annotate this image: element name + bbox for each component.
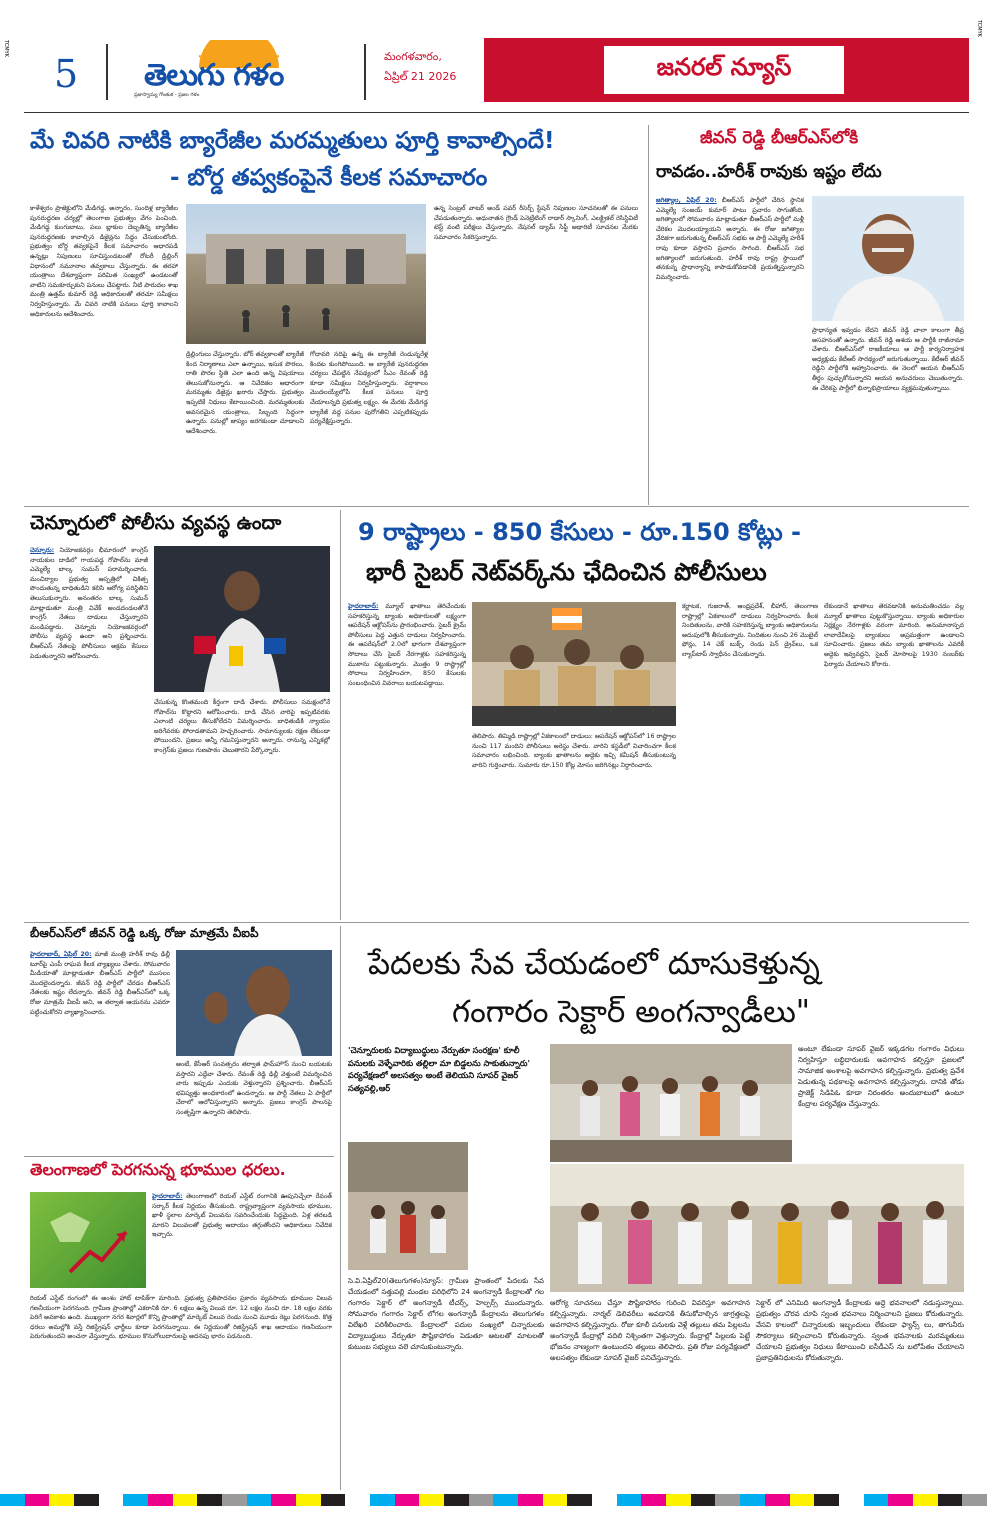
cmyk-swatch [592,1494,617,1506]
story4-dateline: హైదరాబాద్: [348,603,379,610]
story3-column-1-text: నియోజకవర్గం భీమారంలో కాంగ్రెస్ నాయకుల దాడిలో గాయపడ్డ గోపాల్‌ను మాజీ ఎమ్మెల్యే బాల్క సుమన్ పరామర్శించారు. మంచిర్యాల ప్రభుత్వ ఆస్పత్రిలో చికిత్స పొందుతున్న బాధితుడిని కలిసి ఆరోగ్య పరిస్థితిని తెలుసుకున్నారు. అనంతరం బాల్క సుమన్ మాట్లాడుతూ మంత్రి వివేక్ అండదండలతోనే కాంగ్రెస్ నేతలు దాడులు చేస్తున్నారని మండిపడ్డారు. చెన్నూరు నియోజకవర్గంలో పోలీసు వ్యవస్థ ఉందా అని ప్రశ్నించారు. బీఆర్ఎస్ నేతలపై పోలీసులు అక్రమ కేసులు పెడుతున్నారని ఆరోపించారు. [30,547,148,660]
cmyk-label-left: TCMYK [3,40,9,57]
anganwadi-children-image [348,1142,468,1270]
land-price-graphic [30,1192,146,1288]
cmyk-swatch [641,1494,666,1506]
cmyk-swatch [49,1494,74,1506]
story4-column-2: తెలిపారు. తిమ్మిడి రాష్ట్రాల్లో ఏకకాలంలో దాడులు: ఆపరేషన్ ఆక్టోపస్‌లో 16 రాష్ట్రాల నుంచి 117 మందిని పోలీసులు అరెస్టు చేశారు. వారిని కస్టడీలో విచారించగా కీలక సమాచారం లభించింది. బ్యాంకు ఖాతాలను అద్దెకు ఇచ్చి కమీషన్ తీసుకుంటున్న వారిని గుర్తించారు. సుమారు రూ.150 కోట్ల మోసం జరిగినట్లు నిర్ధారించారు. [472,733,676,769]
story7-column-right-2: సెక్టార్ లో ఎనిమిది అంగన్వాడీ కేంద్రాలకు అద్దె భవనాలలో నడుస్తున్నాయి. ప్రభుత్వం చొరవ చూపి స్వంత భవనాలు నిర్మించాలని ప్రజలు కోరుతున్నారు. వేసవి కాలంలో చిన్నారులకు ఇబ్బందులు లేకుండా ఫ్యాన్స్ లు, తాగునీరు సౌకర్యాలు కల్పించాలని కోరుతున్నారు. స్వంత భవనాలకు మరమ్మతులు చేయాలని ప్రభుత్వం నిధులు కేటాయించి ఐసీడీఎస్ ను బలోపేతం చేయాలని ప్రజాప్రతినిధులను కోరుతున్నారు. [756,1299,964,1362]
cmyk-swatch [321,1494,346,1506]
story7-headline-line1: పేదలకు సేవ చేయడంలో దూసుకెళ్తున్న [368,946,820,982]
story1-column-1: కాళేశ్వరం ప్రాజెక్టులోని మేడిగడ్డ, అన్నారం, సుందిళ్ల బ్యారేజీల పునరుద్ధరణ చర్యల్లో తెలంగాణ ప్రభుత్వం వేగం పెంచింది. మేడిగడ్డ కుంగుబాటు, పలు బ్లాకుల దెబ్బతిన్న బ్యారేజీల పునరుద్ధరణకు కావాల్సిన డిజైన్లను సిద్ధం చేసుకుంటోంది. ప్రభుత్వం బోర్డ తవ్వకపైనే కీలక సమాచారం ఆధారపడి ఉన్నట్లు నిపుణులు సూచిస్తుండటంతో రోటరీ డ్రిల్లింగ్ విధానంలో నమూనాల తవ్వకాలు చేస్తున్నారు. ఈ తరహా యంత్రాలు దేశవ్యాప్తంగా పరిమిత సంఖ్యలో ఉండటంతో వాటిని సమకూర్చుకుని పనులు చేపట్టారు. నీటి పారుదల శాఖ మంత్రి ఉత్తమ్ కుమార్ రెడ్డి అధికారులతో తరచూ సమీక్షలు నిర్వహిస్తున్నారు. మే చివరి నాటికి పనులు పూర్తి కావాలని అధికారులను ఆదేశించారు. [30,205,178,318]
story7-column-left: సె.వి.ఏప్రిల్20(తెలుగుగళం)న్యూస్: గ్రామీణ ప్రాంతంలో పేదలకు సేవ చేయడంలో సత్తుపల్లి మండల పరిధిలోని 24 అంగన్వాడీ కేంద్రాలతో గల గంగారం సెక్టార్ లో అంగన్వాడీ టీచర్స్, హెల్పర్స్ ముందున్నారు. సోమవారం గంగారం సెక్టార్ లోగల అంగన్వాడీ కేంద్రాలను తెలుగుగళం విలేఖరి పరిశీలించారు. కేంద్రాలలో పదుల సంఖ్యలో చిన్నారులకు విద్యాబుద్ధులు నేర్పుతూ పౌష్టికాహారం పెడుతూ ఆటలతో మాటలతో కుటుంబ సభ్యులు వలె చూసుకుంటున్నారు. [348,1277,544,1351]
cmyk-swatch [617,1494,642,1506]
cmyk-swatch [469,1494,494,1506]
issue-date: ఏప్రిల్ 21 2026 [384,70,457,83]
cmyk-swatch [938,1494,963,1506]
logo-text: తెలుగు గళం [144,58,284,93]
cmyk-swatch [247,1494,272,1506]
story2-column-1 [656,196,804,496]
story1-headline-line1: మే చివరి నాటికి బ్యారేజీల మరమ్మతులు పూర్తి కావాల్సిందే! [30,128,555,154]
story4-police-photo [472,602,676,726]
cmyk-swatch [74,1494,99,1506]
barrage-gates-image [186,204,426,344]
cmyk-swatch [518,1494,543,1506]
story6-headline: తెలంగాణలో పెరగనున్న భూముల ధరలు. [30,1160,286,1179]
cmyk-swatch [123,1494,148,1506]
story4-column-1-text: మ్యూల్ ఖాతాలు తెరిచేందుకు సహకరిస్తున్న బ్యాంకు అధికారులతో లక్ష్యంగా ఆపరేషన్ ఆక్టోపస్‌ను ప్రారంభించారు. సైబర్ క్రైమ్ పోలీసులు పెద్ద ఎత్తున దాడులు నిర్వహించారు. ఈ ఆపరేషన్‌లో 2.0లో భాగంగా దేశవ్యాప్తంగా సోదాలు చేసి సైబర్ నేరగాళ్లకు సహకరిస్తున్న ముఠాను పట్టుకున్నారు. మొత్తం 9 రాష్ట్రాల్లో సోదాలు నిర్వహించగా, 850 కేసులకు సంబంధించిన వివరాలు బయటపడ్డాయి. [348,603,466,687]
newspaper-logo [134,40,344,102]
story-divider-1 [24,506,969,507]
registration-mark-right [975,20,985,90]
story3-press-photo [154,546,330,692]
story5-column-2: అంటే, కేసీఆర్ సంవత్సరం తర్వాత ఫామ్‌హౌస్ నుంచి బయటకు వస్తారని ఎద్దేవా చేశారు. రేవంత్ రెడ్డి ఢిల్లీ వెళ్తుంటే విమర్శించిన వారు ఇప్పుడు ఎందుకు వెళ్తున్నారని ప్రశ్నించారు. బీఆర్ఎస్ భవిష్యత్తు అంధకారంలో ఉందన్నారు. ఆ పార్టీ నేతలు ఏ పార్టీలో చేరాలో ఆలోచిస్తున్నారని అన్నారు. ప్రజలు కాంగ్రెస్ పాలనపై సంతృప్తిగా ఉన్నారని తెలిపారు. [176,1061,332,1116]
story2-headline-line2: రావడం..హరీశ్ రావుకు ఇష్టం లేదు [656,162,882,182]
cmyk-swatch [197,1494,222,1506]
cmyk-swatch [0,1494,25,1506]
masthead [24,38,494,106]
group-felicitation-image [550,1164,964,1292]
cmyk-swatch [148,1494,173,1506]
story6-column-1-text: తెలంగాణలో రియల్ ఎస్టేట్ రంగానికి ఊపునిచ్చేలా రేవంత్ సర్కార్ కీలక నిర్ణయం తీసుకుంది. రాష్ట్రవ్యాప్తంగా వ్యవసాయ భూముల, ఖాళీ స్థలాల మార్కెట్ విలువను సవరించేందుకు సిద్ధమైంది. ఏళ్ల తరబడి మారని విలువలతో ప్రభుత్వ ఆదాయం తగ్గుతోందని అధికారులు నివేదిక ఇచ్చారు. [152,1193,332,1239]
cmyk-swatch [567,1494,592,1506]
story6-dateline: హైదరాబాద్: [152,1193,183,1200]
story1-column-3: గోదావరి నదిపై ఉన్న ఈ బ్యారేజీ రెండున్నరేళ్ల కిందట కుంగిపోయింది. ఆ బ్యారేజీ పునరుద్ధరణ చర్యలు చేపట్టిన నేపథ్యంలో సీఎం రేవంత్ రెడ్డి కూడా సమీక్షలు నిర్వహిస్తున్నారు. వర్షాకాలం మొదలయ్యేలోపే కీలక పనులు పూర్తి చేయాలన్నది ప్రభుత్వ లక్ష్యం. ఈ మేరకు మేడిగడ్డ బ్యారేజీ వద్ద పనుల పురోగతిని ఎప్పటికప్పుడు పర్యవేక్షిస్తున్నారు. [310,351,428,426]
cmyk-swatch [790,1494,815,1506]
cmyk-swatch [839,1494,864,1506]
story2-dateline: జగిత్యాల, ఏప్రిల్ 20: [656,197,717,204]
cmyk-swatch [370,1494,395,1506]
cmyk-swatch [691,1494,716,1506]
story4-headline-line2: భారీ సైబర్ నెట్‌వర్క్‌ను ఛేదించిన పోలీసులు [366,558,767,586]
cmyk-swatch [888,1494,913,1506]
logo-tagline: ప్రజాస్వామ్య గొంతుక - ప్రజల గళం [134,92,200,98]
cmyk-swatch [395,1494,420,1506]
story7-meeting-photo [550,1044,792,1162]
masthead-divider-right [364,44,366,100]
cmyk-swatch [493,1494,518,1506]
cmyk-swatch [419,1494,444,1506]
story2-text-block [656,196,804,496]
story6-column-1 [152,1192,332,1288]
cmyk-label-right: TCMYK [976,20,982,37]
story5-portrait-photo [176,950,332,1056]
cmyk-swatch [913,1494,938,1506]
cmyk-swatch [864,1494,889,1506]
story2-headline-line1: జీవన్ రెడ్డి బీఆర్ఎస్‌లోకి [700,128,859,148]
story7-center-photo [348,1142,468,1270]
story5-dateline: హైదరాబాద్, ఏప్రిల్ 20: [30,951,92,958]
cmyk-color-bar [0,1494,987,1506]
story5-column-1-text: మాజీ మంత్రి హరీశ్ రావు ఢిల్లీ టూర్‌పై ఎంపీ రాఘవ కీలక వ్యాఖ్యలు చేశారు. సోమవారం మీడియాతో మాట్లాడుతూ బీఆర్ఎస్ పార్టీలో ముసలం మొదలైందన్నారు. జీవన్ రెడ్డి పార్టీలో చేరడం బీఆర్ఎస్ నేతలకు ఇష్టం లేదన్నారు. జీవన్ రెడ్డి బీఆర్ఎస్‌లో ఒక్క రోజు మాత్రమే వీఐపీ అని, ఆ తర్వాత ఆయనను ఎవరూ పట్టించుకోరని వ్యాఖ్యానించారు. [30,951,170,1016]
story5-column-1 [30,950,170,1152]
cmyk-swatch [345,1494,370,1506]
cmyk-swatch [666,1494,691,1506]
story3-headline: చెన్నూరులో పోలీసు వ్యవస్థ ఉందా [30,512,282,534]
story5-headline: బీఆర్ఎస్‌లో జీవన్ రెడ్డి ఒక్క రోజు మాత్రమే వీఐపీ [30,926,259,940]
story-divider-2 [24,922,969,923]
politician-portrait-image [812,196,964,321]
speaker-portrait-image [176,950,332,1056]
story3-column-1 [30,546,148,916]
cmyk-swatch [296,1494,321,1506]
cmyk-swatch [222,1494,247,1506]
column-divider-1 [648,125,649,505]
cmyk-swatch [962,1494,987,1506]
story4-column-3: కర్ణాటక, గుజరాత్, ఆంధ్రప్రదేశ్, బీహార్, తెలంగాణ రాష్ట్రాల్లో ఏకకాలంలో దాడులు నిర్వహించారు. కీలక నిందితులను, వారికి సహకరిస్తున్న బ్యాంకు అధికారులను అదుపులోకి తీసుకున్నారు. నిందితుల నుంచి 26 మొబైల్ ఫోన్లు, 14 చెక్ బుక్స్, రెండు పెన్ డ్రైవ్‌లు, ఒక ల్యాప్‌టాప్ స్వాధీనం చేసుకున్నారు. [682,603,818,658]
section-inner [604,46,844,94]
column-divider-3 [340,926,341,1490]
story6-land-photo [30,1192,146,1288]
cmyk-swatch [444,1494,469,1506]
story3-column-2: చేసుకున్న కొంతమంది కీర్తంగా దాడి చేశారు. పోలీసులు సమక్షంలోనే గోపాల్‌ను కొట్టారని ఆరోపించారు. దాడి చేసిన వారిపై ఇప్పటివరకు ఎలాంటి చర్యలు తీసుకోలేదని విమర్శించారు. బాధితుడికి న్యాయం జరిగేవరకు పోరాడతామని హెచ్చరించారు. సామాన్యులకు రక్షణ లేకుండా పోయిందని, ప్రజలు అన్నీ గమనిస్తున్నారని అన్నారు. రానున్న ఎన్నికల్లో కాంగ్రెస్‌కు ప్రజలు గుణపాఠం చెబుతారని పేర్కొన్నారు. [154,699,330,754]
story4-headline-line1: 9 రాష్ట్రాలు - 850 కేసులు - రూ.150 కోట్లు - [358,518,801,546]
story7-pullquote: 'చెన్నూరులకు విద్యాబుద్ధులు నేర్పుతూ సంరక్షణ' కూలీ పనులకు వెళ్ళేవారికు తల్లిలా మా బిడ్డలను సాకుతున్నారు' పర్యవేక్షణలో అలసత్వం అంటే తెలియని సూపర్ వైజర్ సత్యవల్లి,ఆర్ [348,1045,531,1093]
cmyk-swatch [25,1494,50,1506]
story1-column-2b: డ్రిల్లింగులు చేస్తున్నారు. బోర్ తవ్వకాలతో బ్యారేజీ కింద నిర్మాణాలు ఎలా ఉన్నాయి, ఇసుక పొరలు, రాతి పొరల స్థితి ఎలా ఉంది అన్న విషయాలు తెలుసుకోనున్నారు. ఆ నివేదికల ఆధారంగా మరమ్మతు డిజైన్లు ఖరారు చేస్తారు. ప్రభుత్వం ఇప్పటికే నిధులు కేటాయించింది. మరమ్మతులకు అవసరమైన యంత్రాలు, సిబ్బంది సిద్ధంగా ఉన్నారు. పనుల్లో జాప్యం జరగకుండా చూడాలని ఆదేశించారు. [186,351,304,435]
cmyk-swatch [543,1494,568,1506]
press-meet-image [154,546,330,692]
story-divider-3 [24,1156,334,1157]
story1-column-4: ఉన్న సెంట్రల్ వాటర్ అండ్ పవర్ రీసెర్చ్ స్టేషన్ నిపుణుల సూచనలతో ఈ పనులు చేపడుతున్నారు. అధునాతన గ్రౌండ్ పెనెట్రేటింగ్ రాడార్ స్కానింగ్, ఎలక్ట్రికల్ రెసిస్టివిటీ టెస్ట్ వంటి పరీక్షలు చేస్తున్నారు. నేషనల్ డ్యామ్ సేఫ్టీ అథారిటీ సూచనల మేరకు సమాచారం సేకరిస్తున్నారు. [434,205,638,241]
header-rule [24,112,969,113]
story1-barrage-photo [186,204,426,344]
masthead-divider-left [106,44,108,100]
registration-mark-left [2,40,12,110]
cmyk-swatch [740,1494,765,1506]
story1-headline-line2: - బోర్డ తప్వకంపైనే కీలక సమాచారం [170,165,488,191]
story6-column-full: రియల్ ఎస్టేట్ రంగంలో ఈ అంశం హాట్ టాపిక్‌గా మారింది. ప్రభుత్వ ప్రతిపాదనల ప్రకారం వ్యవసాయ భూముల విలువ గణనీయంగా పెరగనుంది. గ్రామీణ ప్రాంతాల్లో ఎకరానికి రూ. 6 లక్షలు ఉన్న విలువ రూ. 12 లక్షల నుంచి రూ. 18 లక్షల వరకు పెరిగే అవకాశం ఉంది. ముఖ్యంగా నగర శివార్లలో కొన్ని ప్రాంతాల్లో మార్కెట్ విలువ రెండు నుంచి మూడు రెట్లు పెరగనుంది. కొత్త ధరలు అమల్లోకి వస్తే రిజిస్ట్రేషన్ ఛార్జీలు కూడా పెరగనున్నాయి. ఈ నిర్ణయంతో రిజిస్ట్రేషన్ శాఖ ఆదాయం గణనీయంగా పెరుగుతుందని అంచనా వేస్తున్నారు. భూముల కొనుగోలుదారులపై అదనపు భారం పడనుంది. [30,1295,332,1341]
page-number: 5 [54,52,79,96]
cmyk-swatch [271,1494,296,1506]
cmyk-swatch [173,1494,198,1506]
story4-column-1 [348,602,466,916]
cmyk-swatch [814,1494,839,1506]
story2-column-2: ప్రాధాన్యత ఇవ్వడం లేదని జీవన్ రెడ్డి చాలా కాలంగా తీవ్ర అసహనంతో ఉన్నారు. జీవన్ రెడ్డి ఆశయ ఆ పార్టీకి రాజీనామా చేశారు. బీఆర్ఎస్‌లో రాజకీయాలు ఆ పార్టీ కార్యనిర్వాహక అధ్యక్షుడు కేటీఆర్ సారథ్యంలో జరుగుతున్నాయి. కేటీఆర్ జీవన్ రెడ్డిని పార్టీలోకి ఆహ్వానించారు. ఈ నెలలో ఆయన బీఆర్ఎస్ తీర్థం పుచ్చుకోనున్నారని ఆయన అనుచరులు చెబుతున్నారు. ఈ చేరికపై పార్టీలో భిన్నాభిప్రాయాలు వ్యక్తమవుతున్నాయి. [812,327,964,392]
story4-column-4: లేకుండానే ఖాతాలు తెరవడానికి అనుమతించడం వల్ల మ్యూల్ ఖాతాలు పుట్టుకొస్తున్నాయి. బ్యాంకు అధికారుల నిర్లక్ష్యం నేరగాళ్లకు వరంగా మారింది. అనుమానాస్పద లావాదేవీలపై బ్యాంకులు అప్రమత్తంగా ఉండాలని సూచించారు. ప్రజలు తమ బ్యాంకు ఖాతాలను ఎవరికీ అద్దెకు ఇవ్వవద్దని, సైబర్ మోసాలపై 1930 నంబర్‌కు ఫిర్యాదు చేయాలని కోరారు. [824,603,964,668]
story3-dateline: చెన్నూరు: [30,547,55,554]
cmyk-swatch [99,1494,124,1506]
section-banner [484,38,969,102]
story7-headline-line2: గంగారం సెక్టార్ అంగన్వాడీలు" [452,994,811,1030]
section-title: జనరల్ న్యూస్ [656,53,792,81]
story2-column-1-text: బీఆర్ఎస్ పార్టీలో చేరిన స్థానిక ఎమ్మెల్యే సంజయ్ కుమార్ పాటు ప్రచారం సాగుతోంది. జగిత్యాలలో సోమవారం మాట్లాడుతూ బీఆర్ఎస్ పార్టీలో మళ్లీ చేరికల మొదలయ్యాయని అన్నారు. ఈ రోజు జగిత్యాల వేదికగా జరుగుతున్న బీఆర్ఎస్ సభకు ఆ పార్టీ ఎమ్మెల్యే హరీశ్ రావు కూడా వస్తారని ప్రచారం సాగింది. బీఆర్ఎస్ సభ జగిత్యాలలో జరుగుతుంది. హరీశ్ రావు రాష్ట్ర స్థాయిలో తనకున్న ప్రాధాన్యాన్ని కాపాడుకోవడానికి ప్రయత్నిస్తున్నారని విమర్శించారు. [656,197,804,281]
story2-portrait-photo [812,196,964,321]
cmyk-swatch [715,1494,740,1506]
police-officers-image [472,602,676,726]
cmyk-swatch [765,1494,790,1506]
story7-column-mid: ఆరోగ్య సూచనలు చేస్తూ పౌష్టికాహారం గురించి వివరిస్తూ అవగాహన కల్పిస్తున్నారు. నార్మల్ డెలివరీలు అవడానికి తీసుకోవాల్సిన జాగ్రత్తలపై అవగాహన కల్పిస్తున్నారు. రోజు కూలీ పనులకు వెళ్లే తల్లులు తమ పిల్లలను అంగన్వాడీ కేంద్రాల్లో వదిలి నిశ్చింతగా వెళ్తున్నారు. కేంద్రాల్లో పిల్లలకు పెట్టే భోజనం నాణ్యంగా ఉంటుందని తల్లులు తెలిపారు. ప్రతి రోజు పర్యవేక్షణలో అలసత్వం లేకుండా సూపర్ వైజర్ పనిచేస్తున్నారు. [550,1299,750,1362]
story7-column-right: అంటూ లేకుండా సూపర్ వైజర్ ఇక్కడగల గంగారం విధులు నిర్వహిస్తూ లబ్ధిదారులకు అవగాహన కల్పిస్తూ ప్రజలలో సామాజిక అంశాలపై అవగాహన కల్పిస్తున్నారు. ప్రభుత్వ ప్రవేశ పెడుతున్న పథకాలపై అవగాహన కల్పిస్తున్నారు. దానికి తోడు ప్రాజెక్ట్ సిడిపిఓ కూడా నిరంతరం అందుబాటులో ఉంటూ కేంద్రాల పర్యవేక్షణ చేస్తున్నారు. [798,1045,964,1108]
story7-group-photo [550,1164,964,1292]
column-divider-2 [340,510,341,920]
anganwadi-meeting-image [550,1044,792,1162]
issue-day: మంగళవారం, [384,50,442,63]
